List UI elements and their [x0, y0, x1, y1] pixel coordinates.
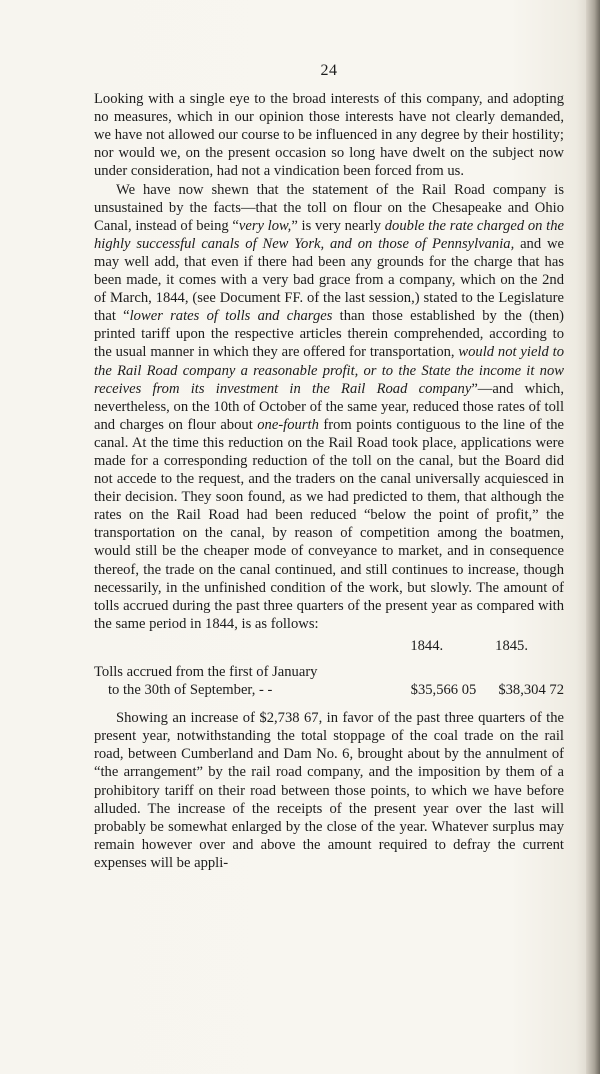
paragraph-1: Looking with a single eye to the broad interests of this company, and adopting no measures, which in our opinion those interests have not clearly demanded, we have not allowed our course to be influenced in any degree by their hostility; nor would we, on the present occasion so long have dwelt on the subject now under consideration, had not a vindication been forced from us. [94, 91, 564, 180]
p2-text-4: than those established by the (then) printed tariff upon the respective articles therein comprehended, according to the usual manner in which they are offered for transportation, [94, 308, 565, 361]
year-1844-header: 1844. [410, 637, 444, 654]
book-spine-edge [586, 0, 600, 1074]
tolls-amount-1844: $35,566 05 [410, 682, 477, 699]
p2-text-6: from points contiguous to the line of the canal. At the time this reduction on the Rail Road took place, applications were made for a corresponding reduction of the toll on the canal, but the Board did not accede to the request, and the traders on the canal universally acquiesced in their decision. They soon found, as we had predicted to them, that although the rates on the Rail Road had been reduced “below the point of profit,” the transportation on the canal, by reason of competition among the boatmen, would still be the cheaper mode of conveyance to market, and in consequence thereof, the trade on the canal continued, and still continues to increase, though necessarily, in the unfinished condition of the work, but slowly. The amount of tolls accrued during the past three quarters of the present year as compared with the same period in 1844, is as follows: [94, 416, 564, 632]
tolls-amount-1845: $38,304 72 [498, 682, 564, 699]
page-content [94, 62, 564, 872]
p2-italic-1: very low, [238, 217, 292, 234]
tolls-label-line-1: Tolls accrued from the first of January [94, 664, 318, 680]
p2-text-3: and we may well add, that even if there had been any grounds for the charge that has been made, it comes with a very bad grace from a company, which on the 2nd of March, 1844, (see Document FF. of the last session,) stated to the Legislature that “ [94, 235, 564, 325]
paragraph-3: Showing an increase of $2,738 67, in favor of the past three quarters of the present year, notwithstanding the total stoppage of the coal trade on the rail road, between Cumberland and Dam No. 6, brought about by the annulment of “the arrangement” by the rail road company, and the imposition by them of a prohibitory tariff on their road between those points, to which we have before alluded. The increase of the receipts of the present year over the last will probably be somewhat enlarged by the close of the year. Whatever surplus may remain however over and above the amount required to defray the current expenses will be appli- [94, 710, 564, 871]
page-number: 24 [320, 62, 338, 79]
p2-text-1: We have now shewn that the statement of the Rail Road company is unsustained by the facts—that the toll on flour on the Chesapeake and Ohio Canal, instead of being “ [94, 181, 564, 234]
p2-italic-3: lower rates of tolls and charges [129, 308, 333, 325]
p2-text-5: ”—and which, nevertheless, on the 10th of October of the same year, reduced those rates of toll and charges on flour about [94, 380, 564, 433]
p2-italic-4: would not yield to the Rail Road company a reasonable profit, or to the State the income it now receives from its investment in the Rail Road company [94, 344, 564, 397]
p2-italic-5: one-fourth [257, 416, 319, 433]
table-year-header [94, 637, 564, 655]
year-1845-header: 1845. [495, 637, 528, 654]
tolls-row [94, 663, 564, 699]
p2-italic-2: double the rate charged on the highly successful canals of New York, and on those of Pennsylvania, [94, 217, 564, 252]
p2-text-2: ” is very nearly [291, 217, 385, 234]
tolls-label-line-2: to the 30th of September, - - [108, 682, 273, 699]
paragraph-2 [94, 181, 564, 633]
tolls-line-2 [94, 681, 564, 699]
